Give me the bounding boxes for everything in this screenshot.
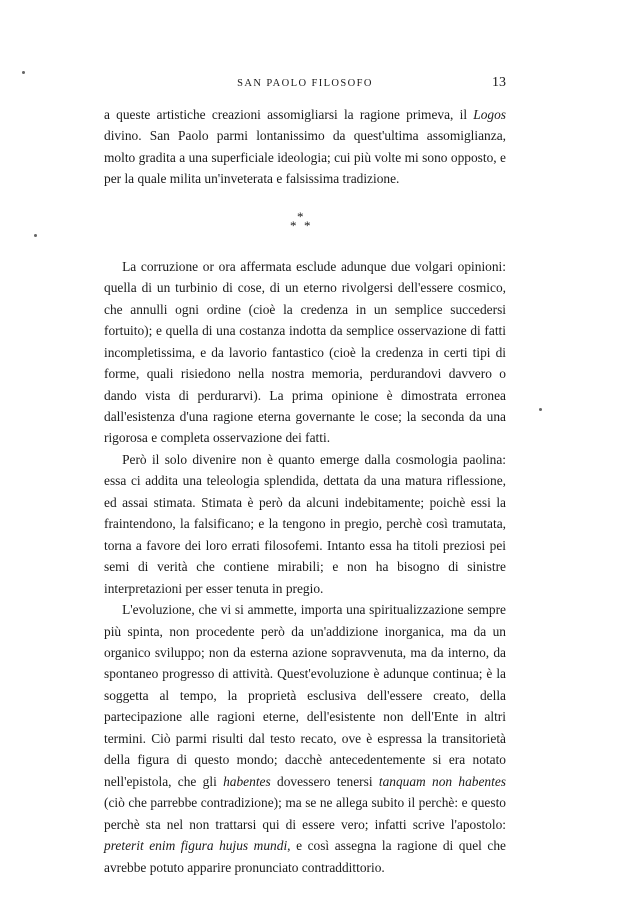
italic-phrase: habentes — [223, 773, 271, 789]
italic-phrase: preterit enim figura hujus mundi — [104, 838, 288, 854]
paragraph-p1 — [104, 104, 506, 190]
asterism-star: * — [304, 217, 311, 233]
text-run: divino. San Paolo parmi lontanissimo da quest'ultima assomiglianza, molto gradita a una superficiale ideologia; cui più volte mi sono opposto, e per la quale milita un'inveterata e falsissima tradizione. — [104, 128, 506, 187]
text-run: L'evoluzione, che vi si ammette, importa una spiritualizzazione sempre più spinta, non procedente però da un'addizione inorganica, ma da un organico sviluppo; non da esterna azione sopravvenuta, ma da interno, da spontaneo progresso di attività. Quest'evoluzione è adunque continua; è la soggetta al tempo, la proprietà esclusiva dell'essere creato, della partecipazione alle ragioni eterne, dell'esistente non dell'Ente in altri termini. Ciò parmi risulti dal testo recato, ove è espressa la transitorietà della figura di questo mondo; dacchè antecedentemente si era notato nell'epistola, che gli — [104, 602, 506, 789]
scan-speck — [22, 71, 25, 74]
scan-speck — [539, 408, 542, 411]
text-run: a queste artistiche creazioni assomigliarsi la ragione primeva, il — [104, 107, 474, 122]
page-header — [104, 76, 506, 94]
paragraph-p3 — [104, 449, 506, 599]
text-run: (ciò che parrebbe contradizione); ma se ne allega subito il perchè: e questo perchè sta nel non trattarsi qui di essere vero; infatti scrive l'apostolo: — [104, 795, 506, 832]
italic-phrase: Logos — [473, 107, 506, 122]
text-run: , e così assegna la ragione di quel che avrebbe potuto apparire pronunciato contraddittorio. — [104, 838, 507, 875]
scan-speck — [34, 234, 37, 237]
paragraph-p4 — [104, 599, 506, 878]
paragraph-p2 — [104, 256, 506, 449]
text-run: Però il solo divenire non è quanto emerge dalla cosmologia paolina: essa ci addita una teleologia splendida, dettata da una matura riflessione, ed assai stimata. Stimata è però da alcuni indebitamente; poichè essi la fraintendono, la falsificano; e la tengono in pregio, perchè così tramutata, torna a favore dei loro errati filosofemi. Intanto essa ha titoli preziosi pei semi di verità che contiene mirabili; e non ha bisogno di sinistre interpretazioni per esser tenuta in pregio. — [104, 451, 506, 596]
italic-phrase: tanquam non habentes — [378, 773, 506, 789]
asterism — [104, 198, 506, 244]
asterism-star: * — [297, 208, 304, 224]
text-run: La corruzione or ora affermata esclude adunque due volgari opinioni: quella di un turbinio di cose, di un eterno rivolgersi dell'essere cosmico, che annulli ogni ordine (cioè la credenza in un semplice succedersi fortuito); e quella di una costanza indotta da semplice osservazione di fatti incompletissima, e da lavorio fantastico (cioè la credenza in certi tipi di forme, quali risiedono nella nostra memoria, perdurandovi davvero o dando vista di perdurarvi). La prima opinione è dimostrata erronea dall'esistenza d'una ragione eterna governante le cose; la seconda da una rigorosa e completa osservazione dei fatti. — [104, 258, 506, 446]
body-text — [104, 104, 506, 878]
running-title: SAN PAOLO FILOSOFO — [237, 78, 373, 89]
asterism-star: * — [290, 217, 297, 233]
text-run: dovessero tenersi — [270, 773, 379, 789]
page-number: 13 — [492, 75, 506, 90]
